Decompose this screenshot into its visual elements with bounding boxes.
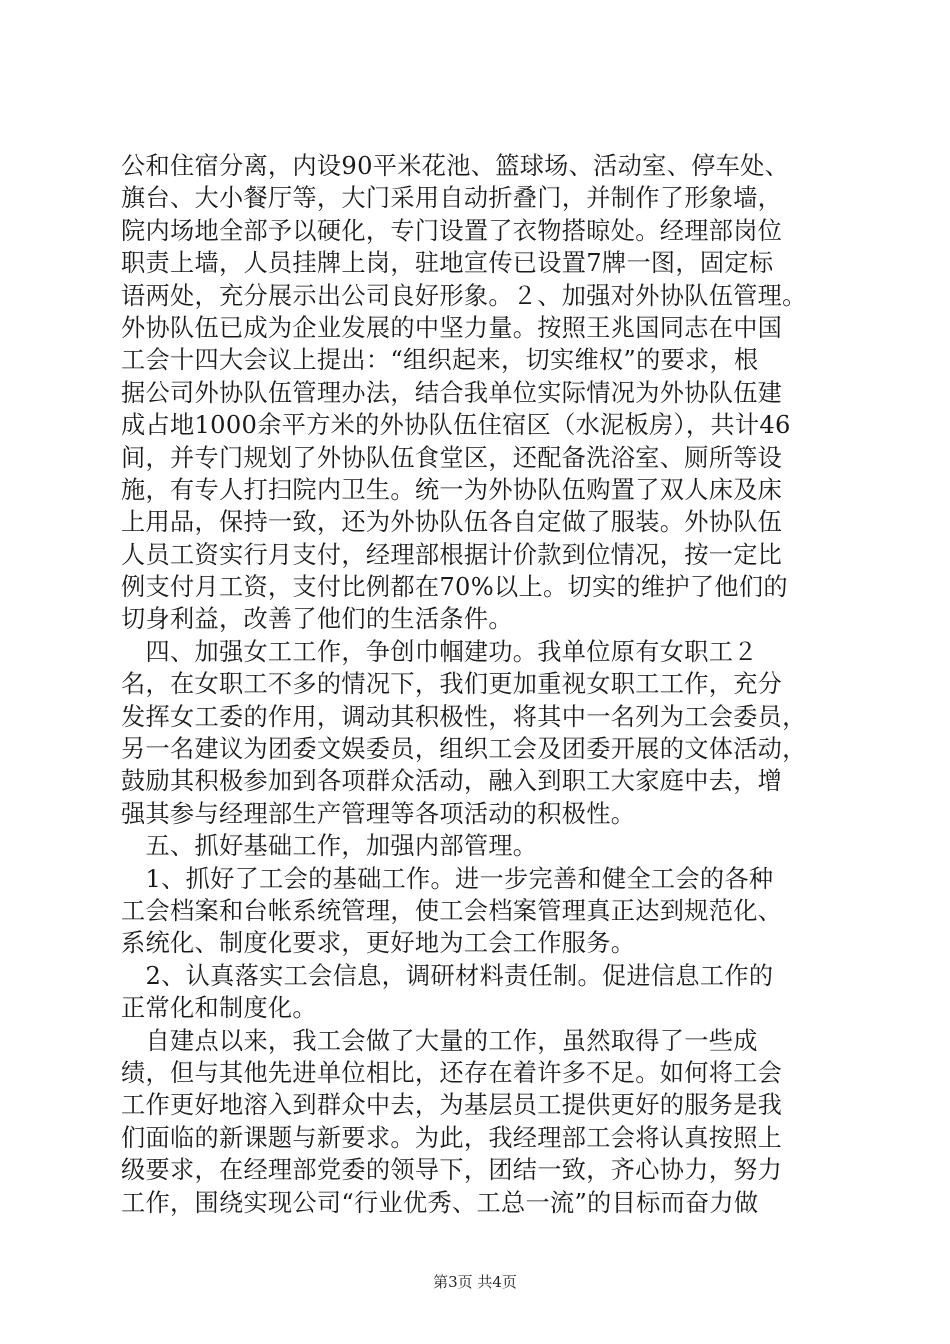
text-line: 工作，围绕实现公司“行业优秀、工总一流”的目标而奋力做 — [121, 1188, 759, 1217]
text-line: 院内场地全部予以硬化，专门设置了衣物搭晾处。经理部岗位 — [121, 216, 783, 245]
text-line: 人员工资实行月支付，经理部根据计价款到位情况，按一定比 — [121, 540, 783, 569]
page-number: 第3页 共4页 — [433, 1273, 517, 1291]
text-line: 切身利益，改善了他们的生活条件。 — [121, 605, 513, 634]
text-line: 据公司外协队伍管理办法，结合我单位实际情况为外协队伍建 — [121, 378, 783, 407]
text-line: 公和住宿分离，内设90平米花池、篮球场、活动室、停车处、 — [121, 152, 790, 180]
text-line: 正常化和制度化。 — [121, 994, 317, 1023]
text-line: 发挥女工委的作用，调动其积极性，将其中一名列为工会委员， — [121, 702, 807, 731]
text-line: 工会档案和台帐系统管理，使工会档案管理真正达到规范化、 — [121, 896, 783, 925]
text-line: 语两处，充分展示出公司良好形象。２、加强对外协队伍管理。 — [121, 281, 807, 310]
body-text — [121, 150, 833, 1219]
text-line: 上用品，保持一致，还为外协队伍各自定做了服装。外协队伍 — [121, 508, 783, 537]
text-line: 工作更好地溶入到群众中去，为基层员工提供更好的服务是我 — [121, 1091, 783, 1120]
text-line: 们面临的新课题与新要求。为此，我经理部工会将认真按照上 — [121, 1123, 783, 1152]
page-footer — [0, 1272, 950, 1292]
text-line: 四、加强女工工作，争创巾帼建功。我单位原有女职工２ — [121, 637, 758, 666]
text-line: 1、抓好了工会的基础工作。进一步完善和健全工会的各种 — [121, 864, 774, 893]
text-line: 自建点以来，我工会做了大量的工作，虽然取得了一些成 — [121, 1026, 758, 1055]
text-line: 级要求，在经理部党委的领导下，团结一致，齐心协力，努力 — [121, 1156, 783, 1185]
text-line: 鼓励其积极参加到各项群众活动，融入到职工大家庭中去，增 — [121, 767, 783, 796]
text-line: 例支付月工资，支付比例都在70%以上。切实的维护了他们的 — [121, 573, 788, 602]
text-line: 旗台、大小餐厅等，大门采用自动折叠门，并制作了形象墙， — [121, 184, 783, 213]
text-line: 另一名建议为团委文娱委员，组织工会及团委开展的文体活动， — [121, 735, 807, 764]
text-line: 五、抓好基础工作，加强内部管理。 — [121, 832, 538, 861]
text-line: 施，有专人打扫院内卫生。统一为外协队伍购置了双人床及床 — [121, 475, 783, 504]
text-line: 外协队伍已成为企业发展的中坚力量。按照王兆国同志在中国 — [121, 313, 783, 342]
text-line: 间，并专门规划了外协队伍食堂区，还配备洗浴室、厕所等设 — [121, 443, 783, 472]
text-line: 绩，但与其他先进单位相比，还存在着许多不足。如何将工会 — [121, 1058, 783, 1087]
text-line: 成占地1000余平方米的外协队伍住宿区（水泥板房），共计46 — [121, 411, 791, 440]
text-line: 职责上墙，人员挂牌上岗，驻地宣传已设置7牌一图，固定标 — [121, 249, 774, 278]
text-line: 系统化、制度化要求，更好地为工会工作服务。 — [121, 929, 636, 958]
text-line: 2、认真落实工会信息，调研材料责任制。促进信息工作的 — [121, 961, 774, 990]
text-line: 名，在女职工不多的情况下，我们更加重视女职工工作，充分 — [121, 670, 783, 699]
text-line: 工会十四大会议上提出：“组织起来，切实维权”的要求，根 — [121, 346, 759, 375]
text-line: 强其参与经理部生产管理等各项活动的积极性。 — [121, 799, 636, 828]
